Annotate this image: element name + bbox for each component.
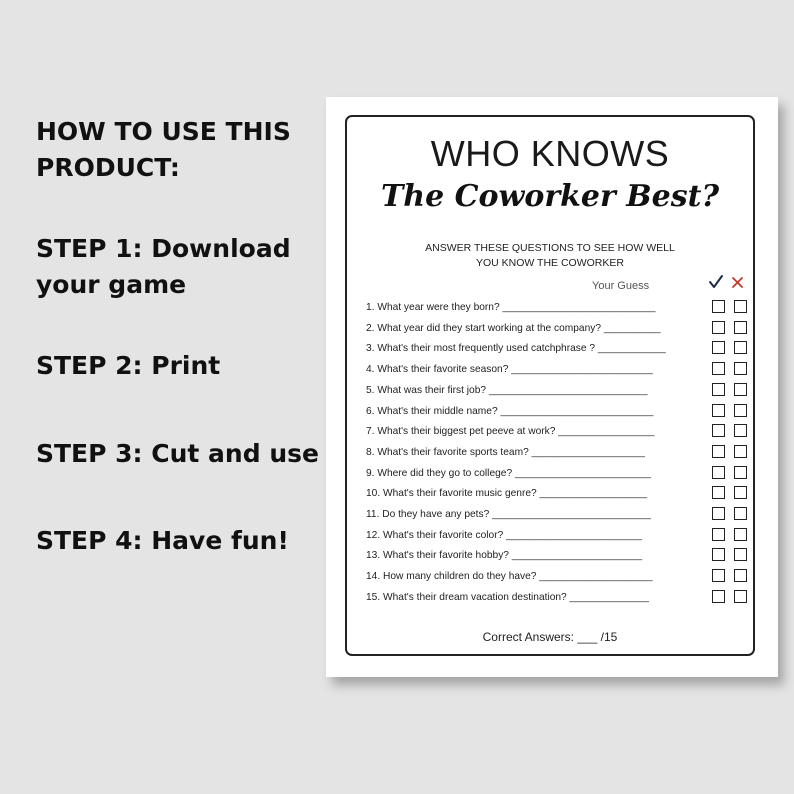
subtitle-line2: YOU KNOW THE COWORKER: [476, 257, 624, 269]
instructions-heading-line1: HOW TO USE THIS: [36, 117, 291, 146]
correct-checkbox[interactable]: [712, 362, 725, 375]
question-text: 6. What's their middle name? ___________________________: [366, 405, 654, 417]
wrong-checkbox[interactable]: [734, 548, 747, 561]
wrong-checkbox[interactable]: [734, 466, 747, 479]
question-text: 4. What's their favorite season? _________________________: [366, 364, 653, 376]
correct-checkbox[interactable]: [712, 507, 725, 520]
wrong-checkbox[interactable]: [734, 404, 747, 417]
correct-checkbox[interactable]: [712, 466, 725, 479]
instructions-panel: [36, 114, 319, 559]
step-1-line2: your game: [36, 269, 187, 299]
question-row: [366, 486, 746, 502]
step-3: STEP 3: Cut and use: [36, 438, 319, 468]
correct-checkbox[interactable]: [712, 548, 725, 561]
wrong-checkbox[interactable]: [734, 445, 747, 458]
question-text: 9. Where did they go to college? ________________________: [366, 467, 651, 479]
wrong-checkbox[interactable]: [734, 569, 747, 582]
correct-checkbox[interactable]: [712, 569, 725, 582]
correct-checkbox[interactable]: [712, 590, 725, 603]
question-text: 10. What's their favorite music genre? ___________________: [366, 488, 648, 500]
wrong-checkbox[interactable]: [734, 590, 747, 603]
question-row: [366, 341, 746, 357]
correct-checkbox[interactable]: [712, 404, 725, 417]
correct-checkbox[interactable]: [712, 528, 725, 541]
question-text: 2. What year did they start working at the company? __________: [366, 322, 661, 334]
question-row: [366, 383, 746, 399]
your-guess-header: Your Guess: [592, 280, 650, 292]
correct-checkbox[interactable]: [712, 445, 725, 458]
question-text: 12. What's their favorite color? ________________________: [366, 529, 643, 541]
title-line1: WHO KNOWS: [430, 133, 670, 174]
wrong-checkbox[interactable]: [734, 341, 747, 354]
instructions-heading-line2: PRODUCT:: [36, 152, 180, 182]
wrong-checkbox[interactable]: [734, 300, 747, 313]
game-sheet: [326, 97, 778, 677]
x-icon: [731, 276, 744, 289]
question-text: 13. What's their favorite hobby? _______________________: [366, 550, 643, 562]
question-row: [366, 590, 746, 606]
subtitle: [347, 241, 753, 271]
correct-checkbox[interactable]: [712, 424, 725, 437]
question-text: 7. What's their biggest pet peeve at work? _________________: [366, 426, 655, 438]
question-row: [366, 300, 746, 316]
wrong-checkbox[interactable]: [734, 528, 747, 541]
step-4: STEP 4: Have fun!: [36, 526, 289, 555]
step-1-line1: STEP 1: Download: [36, 234, 291, 263]
question-text: 5. What was their first job? ____________________________: [366, 384, 648, 396]
question-row: [366, 362, 746, 378]
question-text: 14. How many children do they have? ____________________: [366, 571, 653, 583]
question-row: [366, 528, 746, 544]
question-text: 11. Do they have any pets? ____________________________: [366, 509, 651, 520]
step-2: STEP 2: Print: [36, 351, 221, 380]
question-text: 15. What's their dream vacation destination? ______________: [366, 591, 649, 603]
correct-checkbox[interactable]: [712, 300, 725, 313]
question-text: 1. What year were they born? ___________________________: [366, 302, 656, 313]
question-row: [366, 321, 746, 337]
correct-checkbox[interactable]: [712, 341, 725, 354]
question-text: 3. What's their most frequently used catchphrase ? ____________: [366, 343, 666, 355]
sheet-frame: [345, 115, 755, 656]
question-text: 8. What's their favorite sports team? ____________________: [366, 446, 645, 458]
wrong-checkbox[interactable]: [734, 321, 747, 334]
check-icon: [708, 274, 724, 290]
wrong-checkbox[interactable]: [734, 486, 747, 499]
question-row: [366, 424, 746, 440]
correct-checkbox[interactable]: [712, 486, 725, 499]
question-row: [366, 548, 746, 564]
question-row: [366, 404, 746, 420]
correct-answers-footer: Correct Answers: ___ /15: [482, 630, 618, 644]
subtitle-line1: ANSWER THESE QUESTIONS TO SEE HOW WELL: [425, 242, 675, 254]
wrong-checkbox[interactable]: [734, 362, 747, 375]
question-row: [366, 569, 746, 585]
wrong-checkbox[interactable]: [734, 424, 747, 437]
question-row: [366, 466, 746, 482]
correct-checkbox[interactable]: [712, 383, 725, 396]
wrong-checkbox[interactable]: [734, 383, 747, 396]
wrong-checkbox[interactable]: [734, 507, 747, 520]
correct-checkbox[interactable]: [712, 321, 725, 334]
question-row: [366, 445, 746, 461]
title-line2: The Coworker Best?: [380, 179, 720, 214]
question-row: [366, 507, 746, 523]
